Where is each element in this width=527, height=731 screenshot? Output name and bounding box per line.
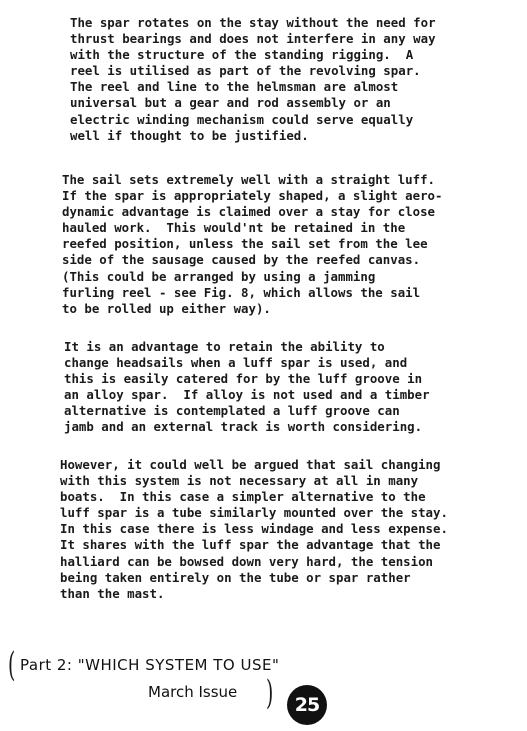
text-line: dynamic advantage is claimed over a stay for close xyxy=(62,204,435,220)
text-line: However, it could well be argued that sail changing xyxy=(60,457,441,472)
text-line: an alloy spar. If alloy is not used and a timber xyxy=(64,387,430,403)
handwritten-close-paren: ) xyxy=(266,673,274,713)
paragraph-1 xyxy=(70,15,436,144)
text-line: being taken entirely on the tube or spar rather xyxy=(60,569,411,585)
text-line: It shares with the luff spar the advantage that the xyxy=(60,537,441,553)
text-line: to be rolled up either way). xyxy=(62,300,271,316)
text-line: hauled work. This would'nt be retained in the xyxy=(62,220,406,236)
text-line: change headsails when a luff spar is used, and xyxy=(64,355,408,371)
text-line: halliard can be bowsed down very hard, the tension xyxy=(60,553,433,569)
text-line: In this case there is less windage and less expense. xyxy=(60,521,448,537)
text-line: well if thought to be justified. xyxy=(70,127,309,143)
handwritten-open-paren: ( xyxy=(8,645,16,685)
text-line: The reel and line to the helmsman are almost xyxy=(70,79,399,95)
text-line: with the structure of the standing rigging. A xyxy=(70,47,414,63)
text-line: alternative is contemplated a luff groove can xyxy=(64,403,400,419)
text-line: jamb and an external track is worth considering. xyxy=(64,419,423,435)
handwritten-next-part-note: Part 2: "WHICH SYSTEM TO USE" xyxy=(20,656,280,674)
text-line: reel is utilised as part of the revolving spar. xyxy=(70,63,421,79)
text-line: If the spar is appropriately shaped, a slight aero- xyxy=(62,188,443,204)
text-line: The sail sets extremely well with a straight luff. xyxy=(62,172,435,187)
text-line: (This could be arranged by using a jamming xyxy=(62,268,376,284)
text-line: this is easily catered for by the luff groove in xyxy=(64,371,423,387)
text-line: electric winding mechanism could serve equally xyxy=(70,111,414,127)
paragraph-3 xyxy=(64,339,430,436)
handwritten-issue-note: March Issue xyxy=(148,683,238,701)
page-number-badge: 25 xyxy=(287,685,327,725)
text-line: The spar rotates on the stay without the need for xyxy=(70,15,436,30)
text-line: reefed position, unless the sail set from the lee xyxy=(62,236,428,252)
paragraph-2 xyxy=(62,172,442,317)
text-line: than the mast. xyxy=(60,585,165,601)
text-line: thrust bearings and does not interfere in any way xyxy=(70,31,436,47)
text-line: universal but a gear and rod assembly or an xyxy=(70,95,391,111)
paragraph-4 xyxy=(60,457,448,602)
text-line: luff spar is a tube similarly mounted over the stay. xyxy=(60,505,448,521)
text-line: side of the sausage caused by the reefed canvas. xyxy=(62,252,421,268)
text-line: It is an advantage to retain the ability to xyxy=(64,339,385,354)
text-line: furling reel - see Fig. 8, which allows the sail xyxy=(62,284,421,300)
text-line: with this system is not necessary at all in many xyxy=(60,473,419,489)
text-line: boats. In this case a simpler alternative to the xyxy=(60,489,426,505)
